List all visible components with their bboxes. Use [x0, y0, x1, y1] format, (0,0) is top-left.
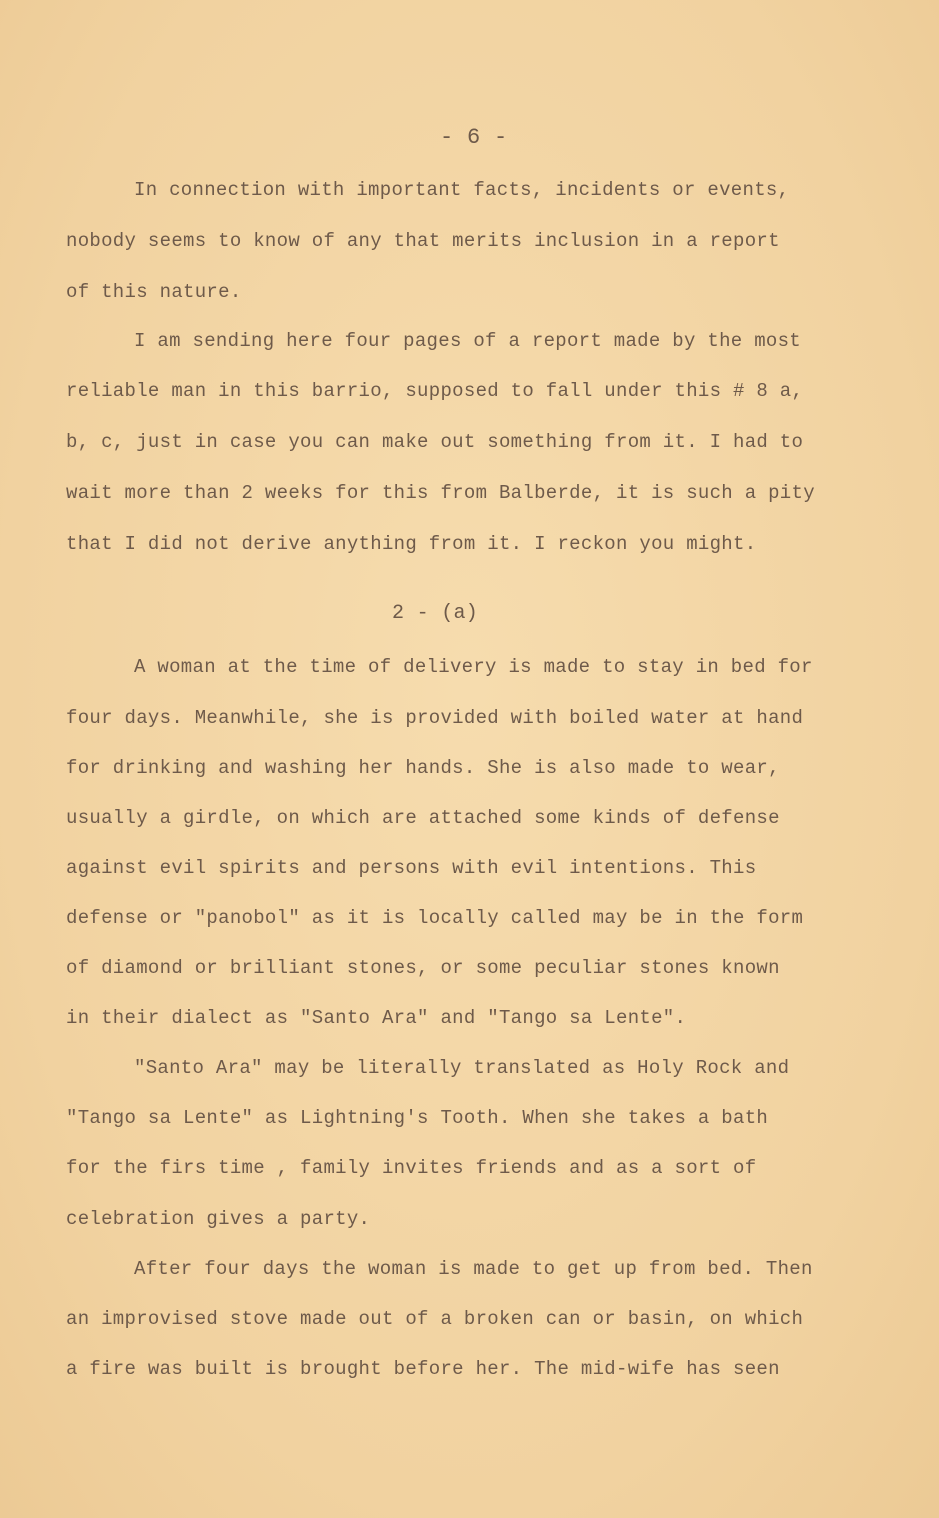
text-line: usually a girdle, on which are attached some kinds of defense — [66, 807, 780, 829]
text-line: wait more than 2 weeks for this from Balberde, it is such a pity — [66, 482, 815, 504]
section-heading: 2 - (a) — [392, 602, 479, 625]
text-line: reliable man in this barrio, supposed to fall under this # 8 a, — [66, 380, 804, 402]
text-line: After four days the woman is made to get up from bed. Then — [134, 1258, 813, 1280]
text-line: A woman at the time of delivery is made to stay in bed for — [134, 656, 813, 678]
text-line: "Tango sa Lente" as Lightning's Tooth. When she takes a bath — [66, 1107, 769, 1129]
text-line: for drinking and washing her hands. She is also made to wear, — [66, 757, 780, 779]
text-line: in their dialect as "Santo Ara" and "Tango sa Lente". — [66, 1007, 687, 1029]
text-line: of diamond or brilliant stones, or some peculiar stones known — [66, 957, 780, 979]
text-line: against evil spirits and persons with evil intentions. This — [66, 857, 757, 879]
text-line: b, c, just in case you can make out something from it. I had to — [66, 431, 804, 453]
text-line: of this nature. — [66, 281, 242, 303]
text-line: nobody seems to know of any that merits inclusion in a report — [66, 230, 780, 252]
text-line: I am sending here four pages of a report made by the most — [134, 330, 802, 352]
text-line: four days. Meanwhile, she is provided with boiled water at hand — [66, 707, 804, 729]
page-number: - 6 - — [440, 125, 508, 150]
text-line: In connection with important facts, incidents or events, — [134, 179, 790, 201]
text-line: for the firs time , family invites friends and as a sort of — [66, 1157, 757, 1179]
text-line: that I did not derive anything from it. I reckon you might. — [66, 533, 757, 555]
text-line: an improvised stove made out of a broken can or basin, on which — [66, 1308, 804, 1330]
text-line: defense or "panobol" as it is locally called may be in the form — [66, 907, 804, 929]
text-line: a fire was built is brought before her. The mid-wife has seen — [66, 1358, 780, 1380]
text-line: celebration gives a party. — [66, 1208, 371, 1230]
text-line: "Santo Ara" may be literally translated as Holy Rock and — [134, 1057, 790, 1079]
